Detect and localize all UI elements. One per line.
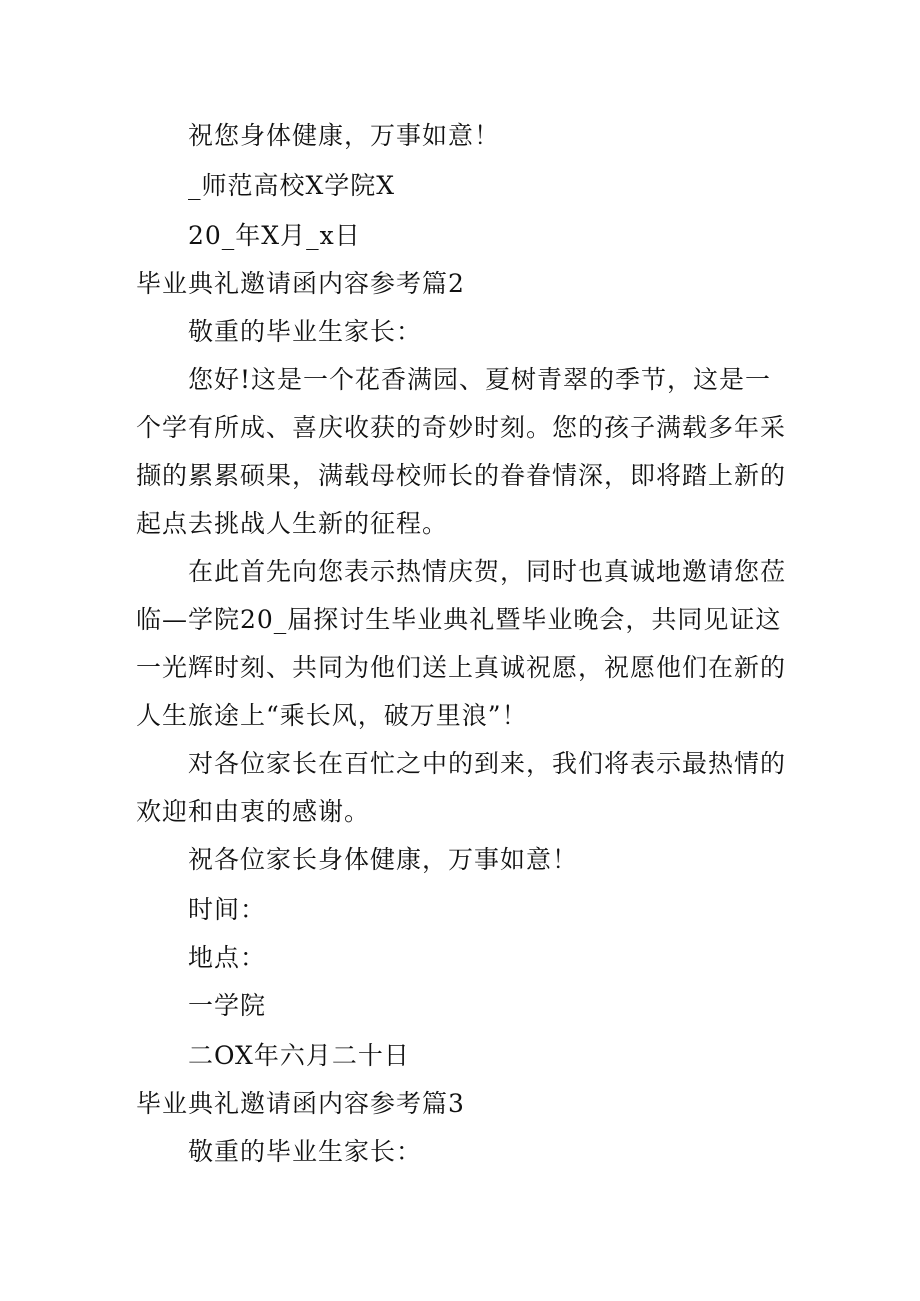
paragraph-line: 临—学院20_届探讨生毕业典礼暨毕业晚会，共同见证这 (136, 605, 782, 634)
date-line: 20_年X月_x日 (188, 221, 361, 250)
paragraph-line: 对各位家长在百忙之中的到来，我们将表示最热情的 (188, 749, 787, 778)
paragraph-line: 您好!这是一个花香满园、夏树青翠的季节，这是一 (188, 365, 772, 394)
place-label: 地点： (188, 943, 267, 972)
greeting: 敬重的毕业生家长： (188, 1137, 423, 1166)
paragraph-line: 个学有所成、喜庆收获的奇妙时刻。您的孩子满载多年采 (136, 413, 787, 442)
paragraph-line: 起点去挑战人生新的征程。 (136, 509, 449, 538)
section-heading: 毕业典礼邀请函内容参考篇2 (136, 269, 465, 298)
date-line: 二OX年六月二十日 (188, 1041, 410, 1070)
closing-wish: 祝您身体健康，万事如意！ (188, 121, 501, 150)
time-label: 时间： (188, 895, 267, 924)
greeting: 敬重的毕业生家长： (188, 317, 423, 346)
paragraph-line: 欢迎和由衷的感谢。 (136, 797, 371, 826)
closing-wish: 祝各位家长身体健康，万事如意！ (188, 845, 579, 874)
paragraph-line: 在此首先向您表示热情庆贺，同时也真诚地邀请您莅 (188, 557, 787, 586)
paragraph-line: 人生旅途上“乘长风，破万里浪”！ (136, 701, 528, 730)
signature: _师范高校X学院X (188, 171, 396, 200)
signature: 一学院 (188, 991, 267, 1020)
paragraph-line: 撷的累累硕果，满载母校师长的眷眷情深，即将踏上新的 (136, 461, 787, 490)
paragraph-line: 一光辉时刻、共同为他们送上真诚祝愿，祝愿他们在新的 (136, 653, 787, 682)
section-heading: 毕业典礼邀请函内容参考篇3 (136, 1089, 465, 1118)
